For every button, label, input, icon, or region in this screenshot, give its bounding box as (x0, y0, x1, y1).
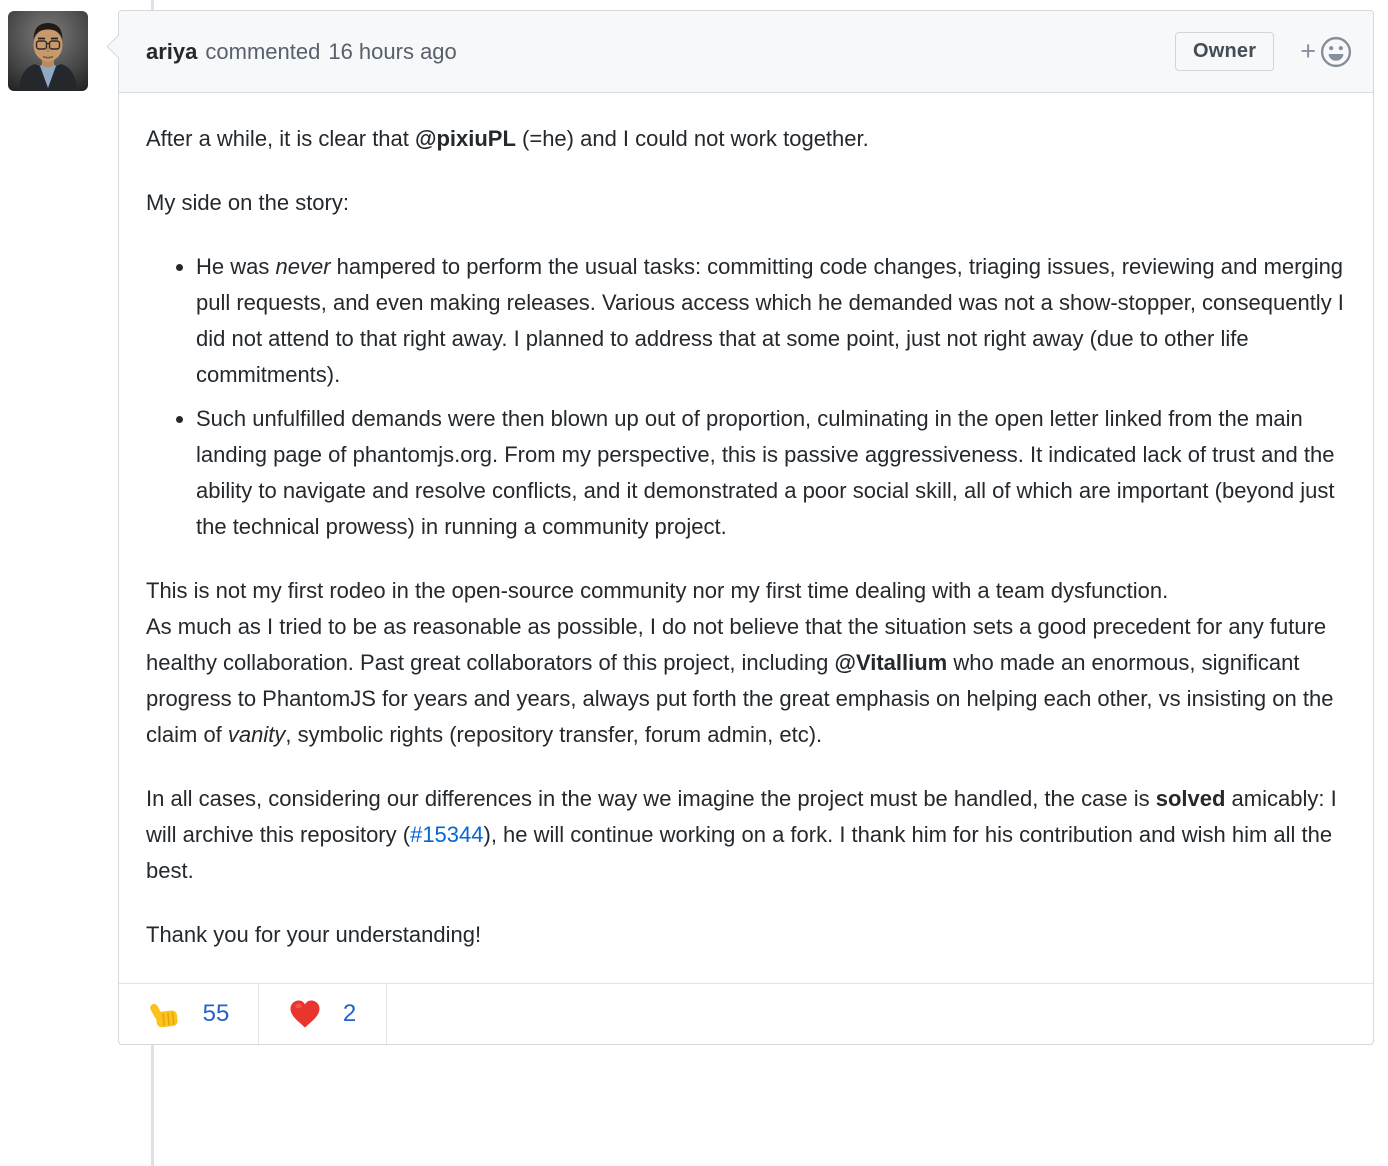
text-segment: Such unfulfilled demands were then blown up out of proportion, culminating in the open letter linked from the main landing page of phantomjs.org. From my perspective, this is passive aggressiveness. It indicated lack of trust and the ability to navigate and resolve conflicts, and it demonstrated a poor social skill, all of which are important (beyond just the technical prowess) in running a community project. (196, 406, 1335, 539)
issue-reference-link[interactable]: #15344 (410, 822, 484, 847)
owner-badge: Owner (1175, 32, 1274, 71)
comment-header (119, 11, 1373, 93)
user-mention-link[interactable]: @pixiuPL (415, 126, 516, 151)
text-segment: In all cases, considering our differences in the way we imagine the project must be handled, the case is (146, 786, 1156, 811)
comment-action-text: commented (205, 38, 321, 64)
text-segment: vanity (227, 722, 286, 747)
comment-body (119, 93, 1373, 983)
comment-paragraph (146, 185, 1346, 221)
reaction-count: 2 (342, 1000, 357, 1027)
author-avatar[interactable] (8, 11, 88, 91)
comment-caret (106, 34, 130, 58)
text-segment: solved (1155, 786, 1226, 811)
comment-paragraph (146, 917, 1346, 953)
text-segment: After a while, it is clear that (146, 126, 415, 151)
text-segment: ), he will continue working on a fork. I thank him for his contribution and wish him all the best. (146, 822, 1333, 883)
smiley-icon (1319, 35, 1353, 69)
text-segment: (=he) and I could not work together. (515, 126, 869, 151)
text-segment: Thank you for your understanding! (146, 922, 482, 947)
heart-icon (289, 999, 321, 1029)
reaction-heart-button[interactable] (259, 984, 387, 1044)
text-segment: This is not my first rodeo in the open-source community nor my first time dealing with a team dysfunction. (146, 578, 1169, 603)
text-segment: My side on the story: (146, 190, 349, 215)
reaction-count: 55 (202, 1000, 230, 1027)
user-mention-link[interactable]: @Vitallium (834, 650, 948, 675)
comment-card (118, 10, 1374, 1045)
comment-paragraph (146, 781, 1346, 889)
text-segment: hampered to perform the usual tasks: committing code changes, triaging issues, reviewing and merging pull requests, and even making releases. Various access which he demanded was not a show-stopper, consequently I did not attend to that right away. I planned to address that at some point, just not right away (due to other life commitments). (196, 254, 1344, 387)
bullet-item (196, 249, 1346, 393)
bullet-list (146, 249, 1346, 545)
author-login-link[interactable]: ariya (146, 38, 198, 64)
plus-icon: + (1300, 36, 1316, 66)
reaction-bar (119, 983, 1373, 1044)
text-segment: As much as I tried to be as reasonable as possible, I do not believe that the situation sets a good precedent for any future healthy collaboration. Past great collaborators of this project, including (146, 614, 1327, 675)
text-segment: amicably: I will archive this repository ( (146, 786, 1337, 847)
reaction-thumbs-up-button[interactable] (119, 984, 259, 1044)
text-segment: never (275, 254, 331, 279)
add-reaction-button[interactable] (1300, 35, 1353, 69)
comment-paragraph (146, 573, 1346, 753)
thumbs-up-icon (148, 998, 181, 1031)
text-segment: He was (196, 254, 276, 279)
comment-paragraph (146, 121, 1346, 157)
text-segment: who made an enormous, significant progress to PhantomJS for years and years, always put forth the great emphasis on helping each other, vs insisting on the claim of (146, 650, 1334, 747)
avatar-portrait-image (8, 11, 88, 91)
text-segment: , symbolic rights (repository transfer, forum admin, etc). (285, 722, 823, 747)
bullet-item (196, 401, 1346, 545)
comment-timestamp-link[interactable]: 16 hours ago (328, 38, 457, 64)
